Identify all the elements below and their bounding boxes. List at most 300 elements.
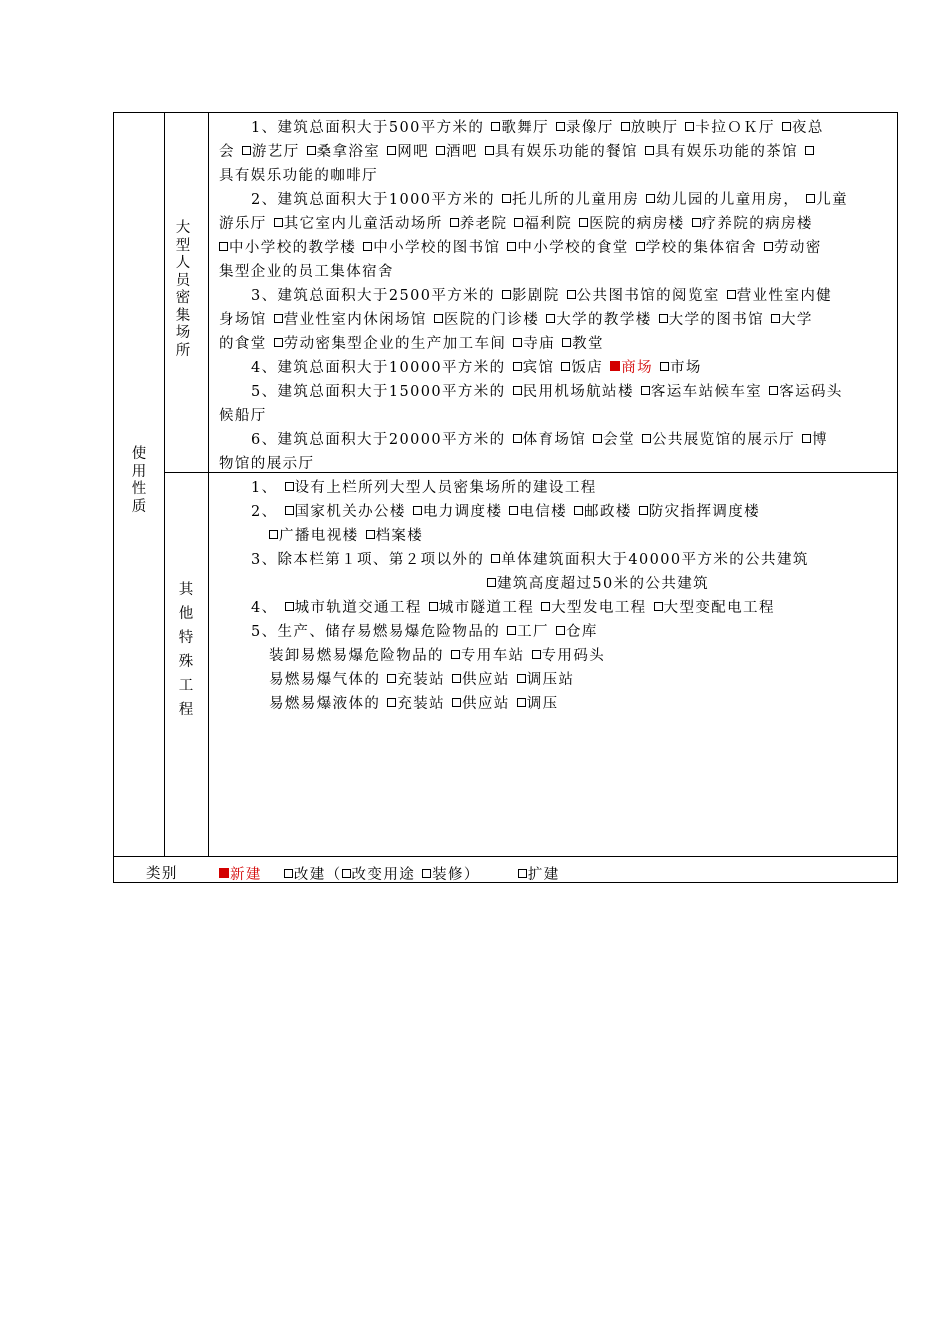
checkbox-option[interactable] bbox=[491, 552, 809, 568]
checkbox-icon[interactable] bbox=[242, 146, 251, 155]
checkbox-label: 市场 bbox=[670, 360, 702, 376]
checkbox-option[interactable] bbox=[485, 144, 638, 160]
checkbox-option[interactable] bbox=[556, 120, 614, 136]
option-line bbox=[251, 500, 760, 521]
category-new-label: 新建 bbox=[230, 867, 262, 883]
checkbox-option[interactable] bbox=[491, 120, 549, 136]
large-venues-label-char: 所 bbox=[175, 342, 191, 359]
checkbox-option[interactable] bbox=[274, 336, 507, 352]
checkbox-label: 客运码头 bbox=[779, 384, 843, 400]
usage-column-divider bbox=[164, 112, 165, 857]
checkbox-icon[interactable] bbox=[269, 530, 278, 539]
option-line-prefix: 3、建筑总面积大于2500平方米的 bbox=[251, 288, 495, 304]
checkbox-icon[interactable] bbox=[274, 218, 283, 227]
checkbox-option[interactable] bbox=[579, 216, 684, 232]
checkbox-icon[interactable] bbox=[285, 482, 294, 491]
checkbox-icon[interactable] bbox=[579, 218, 588, 227]
checkbox-label: 电信楼 bbox=[519, 504, 568, 520]
checkbox-icon[interactable] bbox=[556, 122, 565, 131]
checkbox-option[interactable] bbox=[593, 432, 635, 448]
checkbox-option[interactable] bbox=[727, 288, 832, 304]
option-line bbox=[487, 572, 709, 593]
checkbox-label: 寺庙 bbox=[523, 336, 556, 352]
checkbox-icon[interactable] bbox=[307, 146, 316, 155]
checkbox-option[interactable] bbox=[269, 528, 359, 544]
category-renovate-label: 改建（ bbox=[293, 867, 342, 883]
checkbox-label: 广播电视楼 bbox=[279, 528, 359, 544]
checkbox-option[interactable] bbox=[517, 672, 575, 688]
checkbox-option[interactable] bbox=[541, 600, 646, 616]
option-line bbox=[219, 404, 267, 425]
checkbox-label: 邮政楼 bbox=[584, 504, 632, 520]
checkbox-icon[interactable] bbox=[491, 122, 500, 131]
checkbox-icon[interactable] bbox=[660, 362, 669, 371]
checkbox-label: 医院的门诊楼 bbox=[443, 312, 540, 328]
option-line bbox=[251, 356, 702, 377]
checkbox-option[interactable] bbox=[363, 240, 500, 256]
checkbox-label: 充装站 bbox=[397, 696, 446, 712]
checkbox-icon[interactable] bbox=[514, 218, 523, 227]
checkbox-option[interactable] bbox=[574, 504, 632, 520]
large-venues-label bbox=[174, 220, 192, 360]
option-line bbox=[251, 116, 824, 137]
checkbox-icon[interactable] bbox=[507, 242, 516, 251]
option-line-prefix: 2、 bbox=[251, 504, 278, 520]
checkbox-icon[interactable] bbox=[685, 122, 694, 131]
checkbox-option[interactable] bbox=[219, 240, 356, 256]
checkbox-option[interactable] bbox=[242, 144, 300, 160]
checkbox-label: 大学的教学楼 bbox=[556, 312, 652, 328]
checkbox-option[interactable] bbox=[659, 312, 764, 328]
option-line bbox=[219, 308, 813, 329]
checkbox-label: 档案楼 bbox=[375, 528, 424, 544]
checkbox-option[interactable] bbox=[285, 600, 422, 616]
checkbox-option[interactable] bbox=[567, 288, 720, 304]
checkbox-icon[interactable] bbox=[487, 578, 496, 587]
checkbox-label: 大型变配电工程 bbox=[663, 600, 775, 616]
checkbox-label: 幼儿园的儿童用房， bbox=[656, 192, 800, 208]
checkbox-label: 工厂 bbox=[517, 624, 549, 640]
checkbox-icon[interactable] bbox=[621, 122, 630, 131]
checkbox-label: 专用车站 bbox=[460, 648, 525, 664]
checkbox-option[interactable] bbox=[692, 216, 813, 232]
checkbox-option[interactable] bbox=[556, 624, 598, 640]
option-line-prefix: 5、生产、储存易燃易爆危险物品的 bbox=[251, 624, 501, 640]
checkbox-icon[interactable] bbox=[219, 242, 228, 251]
checkbox-option[interactable] bbox=[654, 600, 775, 616]
checkbox-icon[interactable] bbox=[452, 698, 461, 707]
checkbox-icon[interactable] bbox=[692, 218, 701, 227]
checkbox-option[interactable] bbox=[513, 432, 587, 448]
checkbox-label: 福利院 bbox=[524, 216, 573, 232]
checkbox-icon[interactable] bbox=[485, 146, 494, 155]
option-line-prefix: 5、建筑总面积大于15000平方米的 bbox=[251, 384, 506, 400]
checkbox-icon[interactable] bbox=[802, 434, 811, 443]
checkbox-icon[interactable] bbox=[727, 290, 736, 299]
checkbox-icon[interactable] bbox=[556, 626, 565, 635]
checkbox-icon[interactable] bbox=[574, 506, 583, 515]
large-venues-label-char: 大 bbox=[175, 220, 191, 236]
checkbox-option[interactable] bbox=[806, 192, 848, 208]
checkbox-option[interactable] bbox=[502, 192, 639, 208]
checkbox-option[interactable] bbox=[307, 144, 381, 160]
checkbox-label: 城市轨道交通工程 bbox=[294, 600, 422, 616]
checkbox-label: 宾馆 bbox=[522, 360, 555, 376]
checkbox-label: 大学的图书馆 bbox=[668, 312, 765, 328]
large-venues-label-char: 集 bbox=[175, 307, 191, 324]
checkbox-icon[interactable] bbox=[274, 338, 283, 347]
checkbox-option[interactable] bbox=[285, 480, 597, 496]
checkbox-icon[interactable] bbox=[422, 869, 431, 878]
checkbox-label: 单体建筑面积大于40000平方米的公共建筑 bbox=[501, 552, 809, 568]
table-left-border bbox=[113, 112, 114, 883]
option-line bbox=[269, 692, 559, 713]
checkbox-option[interactable] bbox=[274, 216, 443, 232]
checkbox-label: 调压 bbox=[526, 696, 559, 712]
checkbox-icon[interactable] bbox=[805, 146, 814, 155]
option-line-prefix: 1、建筑总面积大于500平方米的 bbox=[251, 120, 485, 136]
checkbox-label: 充装站 bbox=[397, 672, 446, 688]
category-expand-option[interactable] bbox=[518, 867, 560, 883]
checkbox-icon[interactable] bbox=[764, 242, 773, 251]
category-decorate-label: 装修） bbox=[432, 867, 480, 883]
checkbox-option[interactable] bbox=[546, 312, 651, 328]
checkbox-label: 歌舞厅 bbox=[501, 120, 550, 136]
large-venues-label-char: 员 bbox=[175, 272, 191, 289]
checkbox-label: 中小学校的教学楼 bbox=[229, 240, 357, 256]
checkbox-icon[interactable] bbox=[284, 869, 293, 878]
checkbox-label: 卡拉ＯＫ厅 bbox=[695, 120, 775, 136]
checkbox-option[interactable] bbox=[387, 696, 445, 712]
checkbox-option[interactable] bbox=[507, 240, 628, 256]
checkbox-icon[interactable] bbox=[561, 362, 570, 371]
checkbox-label: 调压站 bbox=[526, 672, 575, 688]
checkbox-label: 疗养院的病房楼 bbox=[701, 216, 813, 232]
checkbox-option[interactable] bbox=[509, 504, 567, 520]
option-line-prefix: 身场馆 bbox=[219, 312, 267, 328]
option-line-prefix: 候船厅 bbox=[219, 408, 267, 424]
checkbox-label: 托儿所的儿童用房 bbox=[511, 192, 640, 208]
checkbox-option[interactable] bbox=[451, 648, 525, 664]
checkbox-label: 饭店 bbox=[571, 360, 604, 376]
checkbox-label: 会堂 bbox=[603, 432, 635, 448]
table-right-border bbox=[897, 112, 898, 883]
option-line-prefix: 1、 bbox=[251, 480, 278, 496]
checkbox-label: 具有娱乐功能的餐馆 bbox=[494, 144, 638, 160]
checkbox-option[interactable] bbox=[639, 504, 760, 520]
checkbox-icon[interactable] bbox=[532, 650, 541, 659]
large-venues-label-char: 人 bbox=[175, 255, 191, 271]
special-label-char: 特 bbox=[178, 630, 194, 646]
checkbox-label: 民用机场航站楼 bbox=[522, 384, 634, 400]
checkbox-icon[interactable] bbox=[342, 869, 351, 878]
option-line bbox=[251, 620, 598, 641]
option-line bbox=[251, 596, 775, 617]
checkbox-option[interactable] bbox=[387, 672, 445, 688]
checkbox-icon[interactable] bbox=[659, 314, 668, 323]
checkbox-option[interactable] bbox=[646, 192, 799, 208]
option-line-prefix: 会 bbox=[219, 144, 235, 160]
checkbox-label: 放映厅 bbox=[630, 120, 679, 136]
checkbox-icon[interactable] bbox=[562, 338, 571, 347]
checkbox-option[interactable] bbox=[517, 696, 559, 712]
checkbox-icon[interactable] bbox=[646, 194, 655, 203]
checkbox-option[interactable] bbox=[685, 120, 775, 136]
option-line bbox=[251, 548, 809, 569]
checkbox-label: 国家机关办公楼 bbox=[294, 504, 406, 520]
checkbox-option[interactable] bbox=[802, 432, 828, 448]
checkbox-label: 设有上栏所列大型人员密集场所的建设工程 bbox=[294, 480, 597, 496]
checkbox-label: 博 bbox=[812, 432, 828, 448]
checkbox-icon[interactable] bbox=[645, 146, 654, 155]
checkbox-label: 网吧 bbox=[397, 144, 430, 160]
checkbox-label: 劳动密 bbox=[774, 240, 822, 256]
checkbox-label: 儿童 bbox=[816, 192, 849, 208]
checkbox-icon[interactable] bbox=[452, 674, 461, 683]
checkbox-icon[interactable] bbox=[387, 146, 396, 155]
checkbox-icon[interactable] bbox=[436, 146, 445, 155]
category-row-divider bbox=[113, 856, 898, 857]
option-line-prefix: 集型企业的员工集体宿舍 bbox=[219, 264, 394, 280]
checkbox-option[interactable] bbox=[413, 504, 503, 520]
checkbox-icon[interactable] bbox=[507, 626, 516, 635]
special-label-char: 他 bbox=[178, 606, 194, 622]
checkbox-label: 游艺厅 bbox=[251, 144, 300, 160]
checkbox-icon[interactable] bbox=[434, 314, 443, 323]
checkbox-icon[interactable] bbox=[429, 602, 438, 611]
category-renovate-option[interactable] bbox=[284, 867, 342, 883]
option-line-prefix: 2、建筑总面积大于1000平方米的 bbox=[251, 192, 495, 208]
checkbox-label: 学校的集体宿舍 bbox=[645, 240, 758, 256]
checkbox-label: 防灾指挥调度楼 bbox=[648, 504, 761, 520]
checkbox-label: 公共展览馆的展示厅 bbox=[651, 432, 796, 448]
checkbox-icon[interactable] bbox=[769, 386, 778, 395]
large-venues-label-char: 场 bbox=[175, 325, 191, 341]
checkbox-icon[interactable] bbox=[641, 386, 650, 395]
checkbox-option[interactable] bbox=[274, 312, 427, 328]
checkbox-option[interactable] bbox=[285, 504, 406, 520]
checkbox-label: 客运车站候车室 bbox=[650, 384, 763, 400]
checkbox-label: 营业性室内休闲场馆 bbox=[283, 312, 427, 328]
checkbox-option[interactable] bbox=[769, 384, 843, 400]
checkbox-icon[interactable] bbox=[567, 290, 576, 299]
checkbox-option[interactable] bbox=[507, 624, 549, 640]
checkbox-label: 桑拿浴室 bbox=[316, 144, 381, 160]
checked-checkbox-icon[interactable] bbox=[610, 361, 620, 371]
checkbox-icon[interactable] bbox=[806, 194, 815, 203]
checkbox-option[interactable] bbox=[562, 336, 604, 352]
checkbox-label: 教堂 bbox=[572, 336, 604, 352]
checkbox-label: 仓库 bbox=[565, 624, 598, 640]
usage-label-char: 用 bbox=[131, 463, 147, 480]
large-venues-label-char: 密 bbox=[175, 290, 191, 306]
checkbox-icon[interactable] bbox=[782, 122, 791, 131]
checkbox-icon[interactable] bbox=[285, 506, 294, 515]
checkbox-option[interactable] bbox=[532, 648, 606, 664]
option-line-prefix: 易燃易爆液体的 bbox=[269, 696, 381, 712]
option-line-prefix: 装卸易燃易爆危险物品的 bbox=[269, 648, 444, 664]
checkbox-icon[interactable] bbox=[517, 674, 526, 683]
option-line-prefix: 4、 bbox=[251, 600, 278, 616]
category-options bbox=[219, 863, 560, 884]
checkbox-label: 大型发电工程 bbox=[551, 600, 647, 616]
option-line-prefix: 6、建筑总面积大于20000平方米的 bbox=[251, 432, 506, 448]
checkbox-option[interactable] bbox=[660, 360, 702, 376]
checkbox-label: 公共图书馆的阅览室 bbox=[576, 288, 720, 304]
checkbox-option[interactable] bbox=[450, 216, 508, 232]
checkbox-icon[interactable] bbox=[546, 314, 555, 323]
checkbox-icon[interactable] bbox=[509, 506, 518, 515]
checkbox-icon[interactable] bbox=[285, 602, 294, 611]
checkbox-icon[interactable] bbox=[451, 650, 460, 659]
checkbox-option[interactable] bbox=[513, 360, 555, 376]
checkbox-icon[interactable] bbox=[502, 290, 511, 299]
checkbox-icon[interactable] bbox=[541, 602, 550, 611]
checkbox-icon[interactable] bbox=[517, 698, 526, 707]
option-line bbox=[251, 188, 848, 209]
checkbox-option[interactable] bbox=[771, 312, 813, 328]
checkbox-option[interactable] bbox=[366, 528, 424, 544]
checkbox-option[interactable] bbox=[514, 216, 572, 232]
checkbox-label: 商场 bbox=[621, 360, 653, 376]
checkbox-option[interactable] bbox=[642, 432, 795, 448]
checkbox-label: 体育场馆 bbox=[522, 432, 587, 448]
checkbox-label: 大学 bbox=[781, 312, 813, 328]
checkbox-label: 供应站 bbox=[462, 696, 510, 712]
checked-checkbox-icon[interactable] bbox=[219, 868, 229, 878]
checkbox-icon[interactable] bbox=[518, 869, 527, 878]
option-line bbox=[219, 236, 822, 257]
checkbox-icon[interactable] bbox=[413, 506, 422, 515]
checkbox-option[interactable] bbox=[610, 360, 653, 376]
checkbox-option[interactable] bbox=[621, 120, 679, 136]
checkbox-option[interactable] bbox=[429, 600, 534, 616]
checkbox-icon[interactable] bbox=[387, 674, 396, 683]
checkbox-label: 录像厅 bbox=[566, 120, 614, 136]
checkbox-option[interactable] bbox=[645, 144, 798, 160]
checkbox-option[interactable] bbox=[636, 240, 757, 256]
checkbox-option[interactable] bbox=[764, 240, 822, 256]
option-line bbox=[219, 140, 815, 161]
option-line bbox=[269, 524, 423, 545]
checkbox-icon[interactable] bbox=[513, 386, 522, 395]
checkbox-option[interactable] bbox=[387, 144, 429, 160]
special-label-char: 其 bbox=[178, 582, 194, 598]
special-projects-label bbox=[177, 578, 195, 722]
option-line-prefix: 易燃易爆气体的 bbox=[269, 672, 381, 688]
checkbox-icon[interactable] bbox=[450, 218, 459, 227]
checkbox-label: 中小学校的图书馆 bbox=[373, 240, 501, 256]
category-change-use-option[interactable] bbox=[342, 867, 416, 883]
checkbox-icon[interactable] bbox=[642, 434, 651, 443]
large-venues-label-char: 型 bbox=[175, 237, 191, 254]
checkbox-label: 电力调度楼 bbox=[422, 504, 503, 520]
option-line-prefix: 游乐厅 bbox=[219, 216, 267, 232]
usage-label-char: 使 bbox=[131, 446, 147, 462]
checkbox-option[interactable] bbox=[452, 672, 510, 688]
option-line bbox=[251, 284, 832, 305]
checkbox-label: 影剧院 bbox=[511, 288, 560, 304]
option-line bbox=[219, 164, 378, 185]
special-label-char: 程 bbox=[178, 702, 194, 718]
option-line-prefix: 3、除本栏第１项、第２项以外的 bbox=[251, 552, 485, 568]
checkbox-icon[interactable] bbox=[654, 602, 663, 611]
checkbox-icon[interactable] bbox=[363, 242, 372, 251]
checkbox-label: 医院的病房楼 bbox=[589, 216, 685, 232]
checkbox-option[interactable] bbox=[487, 576, 709, 592]
checkbox-icon[interactable] bbox=[513, 434, 522, 443]
usage-label bbox=[130, 446, 148, 516]
checkbox-label: 劳动密集型企业的生产加工车间 bbox=[283, 336, 507, 352]
option-line bbox=[219, 260, 394, 281]
checkbox-label: 具有娱乐功能的茶馆 bbox=[654, 144, 799, 160]
checkbox-label: 其它室内儿童活动场所 bbox=[283, 216, 443, 232]
checkbox-icon[interactable] bbox=[513, 362, 522, 371]
checkbox-label: 酒吧 bbox=[446, 144, 478, 160]
option-line bbox=[251, 428, 828, 449]
checkbox-label: 养老院 bbox=[459, 216, 508, 232]
option-line bbox=[219, 332, 604, 353]
checkbox-icon[interactable] bbox=[636, 242, 645, 251]
checkbox-option[interactable] bbox=[805, 144, 815, 160]
table-top-border bbox=[113, 112, 898, 113]
usage-label-char: 质 bbox=[131, 498, 147, 515]
checkbox-icon[interactable] bbox=[491, 554, 500, 563]
special-label-char: 殊 bbox=[178, 654, 194, 670]
category-expand-label: 扩建 bbox=[527, 867, 560, 883]
checkbox-label: 中小学校的食堂 bbox=[517, 240, 629, 256]
checkbox-icon[interactable] bbox=[502, 194, 511, 203]
checkbox-option[interactable] bbox=[513, 336, 555, 352]
checkbox-option[interactable] bbox=[434, 312, 539, 328]
checkbox-icon[interactable] bbox=[513, 338, 522, 347]
category-decorate-option[interactable] bbox=[422, 867, 480, 883]
option-line bbox=[269, 668, 574, 689]
checkbox-option[interactable] bbox=[561, 360, 603, 376]
checkbox-icon[interactable] bbox=[639, 506, 648, 515]
checkbox-label: 夜总 bbox=[791, 120, 824, 136]
checkbox-label: 专用码头 bbox=[541, 648, 606, 664]
checkbox-icon[interactable] bbox=[387, 698, 396, 707]
checkbox-icon[interactable] bbox=[274, 314, 283, 323]
category-new-option[interactable] bbox=[219, 867, 262, 883]
checkbox-option[interactable] bbox=[452, 696, 510, 712]
option-line-prefix: 物馆的展示厅 bbox=[219, 456, 315, 472]
checkbox-icon[interactable] bbox=[366, 530, 375, 539]
option-line bbox=[219, 212, 813, 233]
checkbox-icon[interactable] bbox=[593, 434, 602, 443]
option-line-prefix: 的食堂 bbox=[219, 336, 267, 352]
category-change-use-label: 改变用途 bbox=[351, 867, 416, 883]
checkbox-option[interactable] bbox=[641, 384, 762, 400]
checkbox-option[interactable] bbox=[502, 288, 560, 304]
option-line-prefix: 具有娱乐功能的咖啡厅 bbox=[219, 168, 378, 184]
option-line bbox=[269, 644, 605, 665]
checkbox-option[interactable] bbox=[513, 384, 634, 400]
checkbox-label: 供应站 bbox=[462, 672, 510, 688]
checkbox-label: 城市隧道工程 bbox=[438, 600, 535, 616]
checkbox-option[interactable] bbox=[436, 144, 478, 160]
checkbox-icon[interactable] bbox=[771, 314, 780, 323]
checkbox-label: 营业性室内健 bbox=[736, 288, 833, 304]
option-line bbox=[251, 380, 843, 401]
option-line bbox=[219, 452, 314, 473]
option-line bbox=[251, 476, 597, 497]
special-label-char: 工 bbox=[178, 678, 194, 694]
checkbox-option[interactable] bbox=[782, 120, 824, 136]
category-label: 类别 bbox=[146, 866, 178, 882]
subcategory-column-divider bbox=[208, 112, 209, 857]
